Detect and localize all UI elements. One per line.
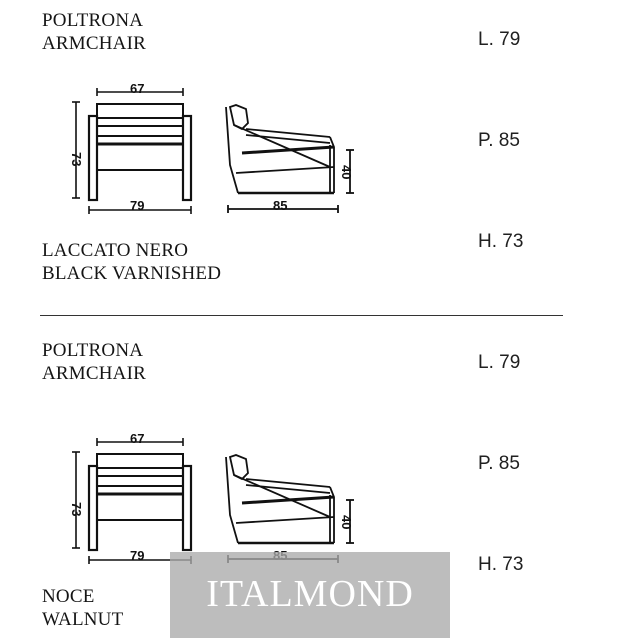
section-2-title-it: POLTRONA: [42, 340, 144, 361]
section-1-depth: P. 85: [478, 130, 520, 151]
side-seat-height-label: 40: [339, 515, 354, 530]
section-1-height: H. 73: [478, 231, 524, 252]
section-divider: [40, 315, 563, 316]
front-bottom-width-label: 79: [130, 198, 145, 213]
watermark-box: [170, 552, 450, 638]
section-1-finish-en: BLACK VARNISHED: [42, 263, 222, 284]
front-height-label: 73: [69, 152, 84, 167]
section-2-length: L. 79: [478, 352, 521, 373]
front-top-width-label: 67: [130, 431, 145, 446]
section-2-depth: P. 85: [478, 453, 520, 474]
section-2-finish-it: NOCE: [42, 586, 95, 607]
front-height-label: 73: [69, 502, 84, 517]
section-1-length: L. 79: [478, 29, 521, 50]
side-depth-label: 85: [273, 198, 288, 213]
watermark-text: ITALMOND: [206, 573, 414, 615]
section-2-finish-en: WALNUT: [42, 609, 124, 630]
section-1-side-view-drawing: [218, 95, 363, 215]
side-seat-height-label: 40: [339, 165, 354, 180]
section-2-front-view-drawing: [60, 430, 200, 565]
section-1-title-it: POLTRONA: [42, 10, 144, 31]
section-2-title-en: ARMCHAIR: [42, 363, 147, 384]
front-top-width-label: 67: [130, 81, 145, 96]
section-1-title-en: ARMCHAIR: [42, 33, 147, 54]
section-1-front-view-drawing: [60, 80, 200, 215]
section-2-side-view-drawing: [218, 445, 363, 565]
section-1-finish-it: LACCATO NERO: [42, 240, 189, 261]
front-bottom-width-label: 79: [130, 548, 145, 563]
section-2-height: H. 73: [478, 554, 524, 575]
